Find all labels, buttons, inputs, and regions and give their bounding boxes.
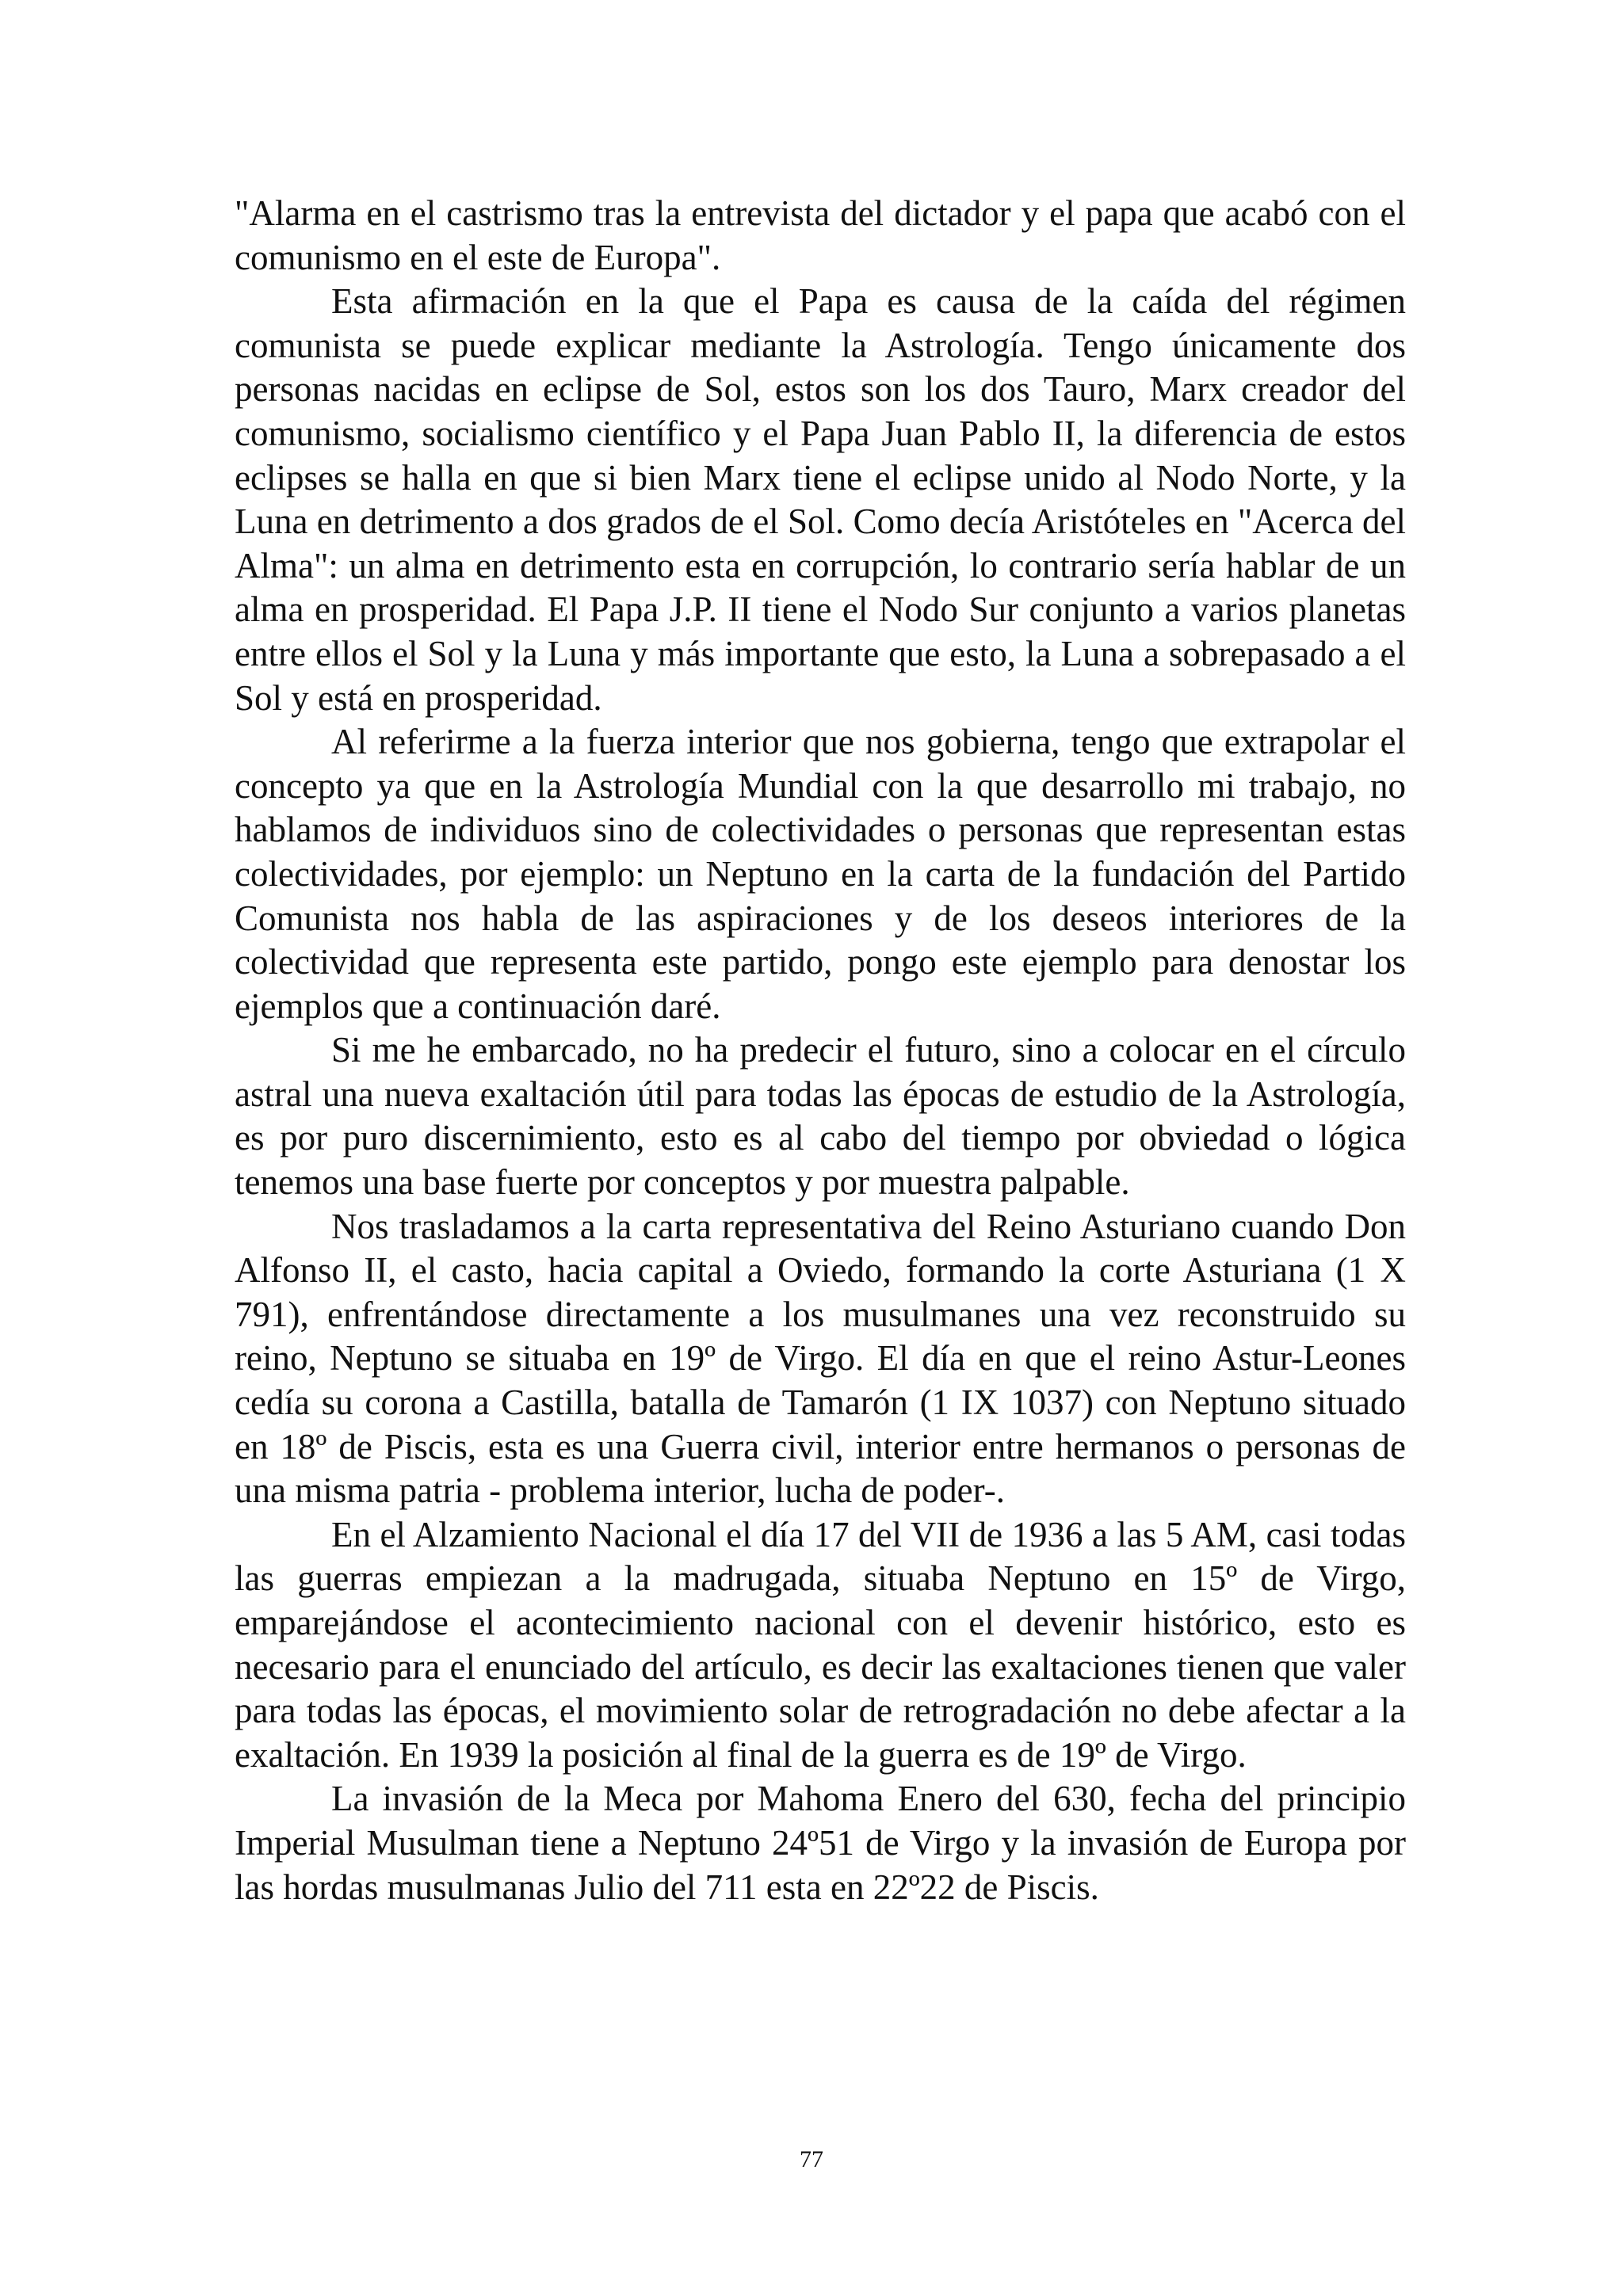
paragraph-discernimiento: Si me he embarcado, no ha predecir el futuro, sino a colocar en el círculo astral una nueva exaltación útil para todas las épocas de estudio de la Astrología, es por puro discernimiento, esto es al cabo del tiempo por obviedad o lógica tenemos una base fuerte por conceptos y por muestra palpable. — [235, 1030, 1406, 1203]
paragraph-alzamiento-nacional: En el Alzamiento Nacional el día 17 del VII de 1936 a las 5 AM, casi todas las guerras empiezan a la madrugada, situaba Neptuno en 15º de Virgo, emparejándose el acontecimiento nacional con el devenir histórico, esto es necesario para el enunciado del artículo, es decir las exaltaciones tienen que valer para todas las épocas, el movimiento solar de retrogradación no debe afectar a la exaltación. En 1939 la posición al final de la guerra es de 19º de Virgo. — [235, 1514, 1406, 1775]
paragraph-fuerza-interior: Al referirme a la fuerza interior que nos gobierna, tengo que extrapolar el concepto ya que en la Astrología Mundial con la que desarrollo mi trabajo, no hablamos de individuos sino de colectividades o personas que representan estas colectividades, por ejemplo: un Neptuno en la carta de la fundación del Partido Comunista nos habla de las aspiraciones y de los deseos interiores de la colectividad que representa este partido, pongo este ejemplo para denostar los ejemplos que a continuación daré. — [235, 722, 1406, 1026]
body-text — [235, 192, 1406, 1909]
page-number: 77 — [800, 2146, 823, 2172]
paragraph-invasion-meca: La invasión de la Meca por Mahoma Enero del 630, fecha del principio Imperial Musulman tiene a Neptuno 24º51 de Virgo y la invasión de Europa por las hordas musulmanas Julio del 711 esta en 22º22 de Piscis. — [235, 1779, 1406, 1907]
paragraph-papa-astrologia: Esta afirmación en la que el Papa es causa de la caída del régimen comunista se puede explicar mediante la Astrología. Tengo únicamente dos personas nacidas en eclipse de Sol, estos son los dos Tauro, Marx creador del comunismo, socialismo científico y el Papa Juan Pablo II, la diferencia de estos eclipses se halla en que si bien Marx tiene el eclipse unido al Nodo Norte, y la Luna en detrimento a dos grados de el Sol. Como decía Aristóteles en "Acerca del Alma": un alma en detrimento esta en corrupción, lo contrario sería hablar de un alma en prosperidad. El Papa J.P. II tiene el Nodo Sur conjunto a varios planetas entre ellos el Sol y la Luna y más importante que esto, la Luna a sobrepasado a el Sol y está en prosperidad. — [235, 281, 1406, 718]
paragraph-quote: "Alarma en el castrismo tras la entrevista del dictador y el papa que acabó con el comunismo en el este de Europa". — [235, 193, 1406, 277]
paragraph-reino-asturiano: Nos trasladamos a la carta representativa del Reino Asturiano cuando Don Alfonso II, el casto, hacia capital a Oviedo, formando la corte Asturiana (1 X 791), enfrentándose directamente a los musulmanes una vez reconstruido su reino, Neptuno se situaba en 19º de Virgo. El día en que el reino Astur-Leones cedía su corona a Castilla, batalla de Tamarón (1 IX 1037) con Neptuno situado en 18º de Piscis, esta es una Guerra civil, interior entre hermanos o personas de una misma patria - problema interior, lucha de poder-. — [235, 1206, 1406, 1511]
